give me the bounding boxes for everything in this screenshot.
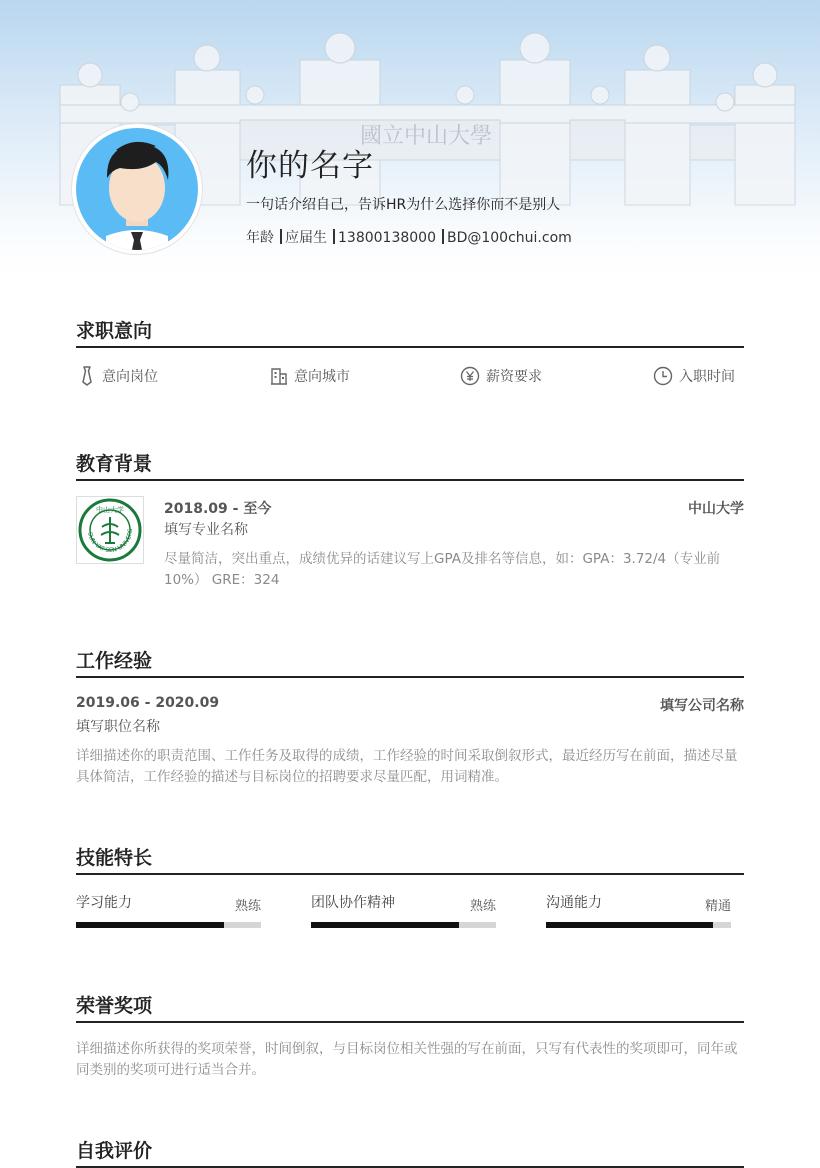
tagline: 一句话介绍自己，告诉HR为什么选择你而不是别人: [246, 197, 561, 213]
school-emblem-icon: [77, 497, 143, 563]
intent-city-label: 意向城市: [294, 369, 350, 385]
honors-description: 详细描述你所获得的奖项荣誉，时间倒叙，与目标岗位相关性强的写在前面，只写有代表性的奖项即可，同年或同类别的奖项可进行适当合并。: [76, 1041, 738, 1078]
section-title-intent: 求职意向: [76, 320, 744, 348]
yen-icon: [460, 366, 480, 386]
work-period: 2019.06 - 2020.09: [76, 695, 220, 711]
intent-start-date-label: 入职时间: [679, 369, 735, 385]
age-label: 年龄: [246, 230, 274, 246]
building-icon: [270, 367, 288, 385]
skill-name: 团队协作精神: [311, 895, 395, 911]
tie-icon: [78, 366, 96, 386]
position-name: 填写职位名称: [76, 719, 160, 735]
skill-bar-fill: [76, 922, 224, 928]
major-name: 填写专业名称: [164, 522, 248, 538]
skill-bar: [311, 922, 496, 928]
work-description: 详细描述你的职责范围、工作任务及取得的成绩，工作经验的时间采取倒叙形式，最近经历写在前面，描述尽量具体简洁，工作经验的描述与目标岗位的招聘要求尽量匹配，用词精准。: [76, 748, 738, 785]
skill-name: 沟通能力: [546, 895, 602, 911]
phone-number[interactable]: 13800138000: [338, 230, 436, 246]
section-title-honors: 荣誉奖项: [76, 995, 744, 1023]
intent-start-date[interactable]: [653, 366, 735, 386]
skill-bar: [76, 922, 261, 928]
gate-inscription: 國立中山大學: [360, 124, 493, 149]
skill-level: 精通: [704, 899, 731, 914]
intent-position-label: 意向岗位: [102, 369, 158, 385]
divider: [333, 229, 335, 244]
skill-bar: [546, 922, 731, 928]
intent-position[interactable]: [78, 366, 158, 386]
header-banner: [0, 0, 820, 290]
intent-salary-label: 薪资要求: [486, 369, 542, 385]
intent-salary[interactable]: [460, 366, 542, 386]
education-period: 2018.09 - 至今: [164, 501, 272, 517]
candidate-name: 你的名字: [246, 148, 374, 184]
contact-line: [246, 227, 572, 247]
section-title-self-evaluation: 自我评价: [76, 1140, 744, 1168]
education-description: 尽量简洁，突出重点，成绩优异的话建议写上GPA及排名等信息，如：GPA：3.72/4（专业前10%） GRE：324: [164, 551, 721, 588]
section-title-work: 工作经验: [76, 650, 744, 678]
divider: [442, 229, 444, 244]
skill-bar-fill: [546, 922, 713, 928]
section-title-education: 教育背景: [76, 453, 744, 481]
company-name: 填写公司名称: [660, 698, 744, 714]
skill-level: 熟练: [234, 899, 261, 914]
skill-level: 熟练: [469, 899, 496, 914]
school-logo: [76, 496, 144, 564]
skill-name: 学习能力: [76, 895, 132, 911]
section-title-skills: 技能特长: [76, 847, 744, 875]
divider: [280, 229, 282, 244]
email-address[interactable]: BD@100chui.com: [446, 230, 572, 246]
skill-bar-fill: [311, 922, 459, 928]
status-label: 应届生: [285, 230, 327, 246]
logo-top-text: 中山大学: [96, 506, 124, 514]
avatar[interactable]: [72, 124, 202, 254]
clock-icon: [653, 366, 673, 386]
school-name: 中山大学: [688, 501, 744, 517]
logo-ring-text: SUN YAT-SEN UNIVERS: [86, 528, 135, 555]
intent-city[interactable]: [270, 366, 350, 386]
avatar-illustration: [76, 128, 198, 250]
